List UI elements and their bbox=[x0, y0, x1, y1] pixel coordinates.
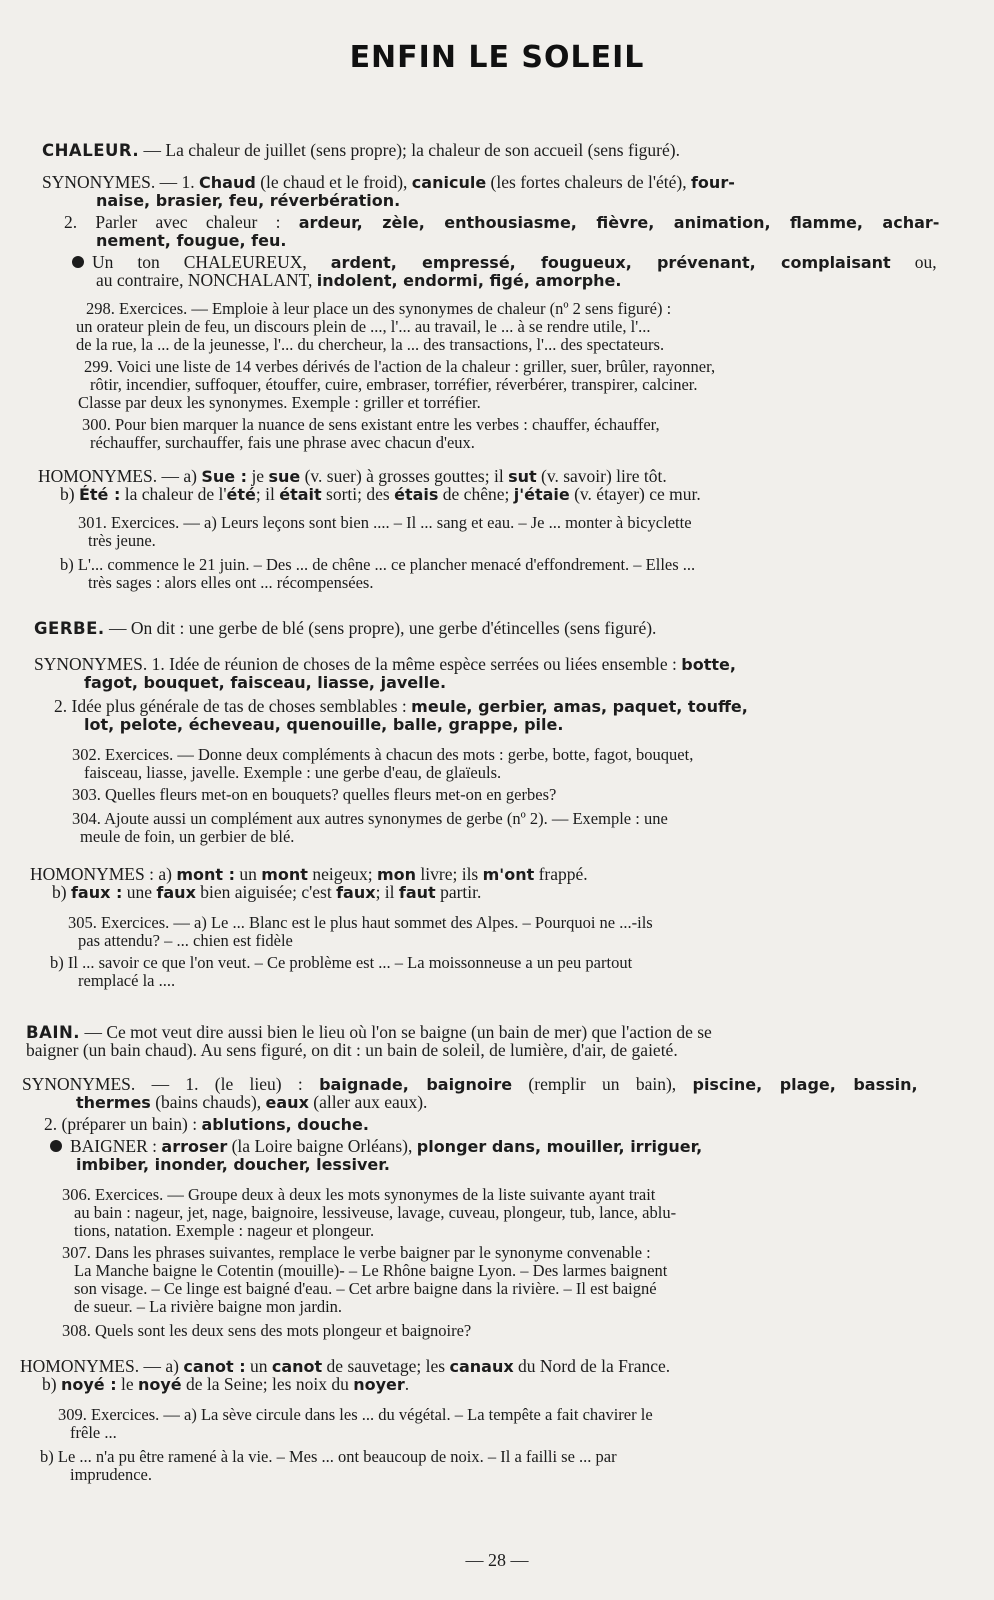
text-line bbox=[88, 530, 156, 551]
text-line bbox=[96, 270, 621, 291]
text-segment: (bains chauds), bbox=[150, 1092, 266, 1112]
text-segment: canot bbox=[271, 1357, 323, 1376]
text-line bbox=[74, 1220, 374, 1241]
text-segment: ardeur, zèle, enthousiasme, fièvre, animation, flamme, achar- bbox=[298, 213, 940, 232]
text-segment: (le chaud et le froid), bbox=[255, 172, 412, 192]
text-segment: un bbox=[235, 864, 262, 884]
text-segment: — On dit : une gerbe de blé (sens propre), une gerbe d'étincelles (sens figuré). bbox=[104, 618, 657, 638]
text-segment: 298. Exercices. — Emploie à leur place un des synonymes de chaleur (nº 2 sens figuré) : bbox=[86, 299, 672, 318]
text-segment: de la Seine; les noix du bbox=[181, 1374, 354, 1394]
text-line bbox=[96, 190, 400, 211]
text-segment: au bain : nageur, jet, nage, baignoire, lessiveuse, lavage, cuveau, plongeur, tub, lance, ablu- bbox=[74, 1203, 677, 1222]
text-line bbox=[80, 826, 294, 847]
text-segment: je bbox=[247, 466, 269, 486]
text-segment: lot, pelote, écheveau, quenouille, balle, grappe, pile. bbox=[84, 715, 564, 734]
text-segment: mont bbox=[261, 865, 308, 884]
page-number: — 28 — bbox=[465, 1550, 529, 1570]
text-line bbox=[42, 140, 680, 161]
text-segment: mont : bbox=[176, 865, 235, 884]
text-segment: piscine, plage, bassin, bbox=[692, 1075, 918, 1094]
text-line bbox=[84, 714, 563, 735]
text-segment: ou, bbox=[890, 252, 937, 272]
text-segment: 306. Exercices. — Groupe deux à deux les mots synonymes de la liste suivante ayant trait bbox=[62, 1185, 656, 1204]
text-segment: faisceau, liasse, javelle. Exemple : une gerbe d'eau, de glaïeuls. bbox=[84, 763, 502, 782]
text-segment: m'ont bbox=[482, 865, 535, 884]
text-line bbox=[52, 882, 481, 903]
text-segment: (les fortes chaleurs de l'été), bbox=[486, 172, 691, 192]
page-title: ENFIN LE SOLEIL bbox=[349, 40, 645, 75]
text-segment: tions, natation. Exemple : nageur et plongeur. bbox=[74, 1221, 375, 1240]
bullet-icon bbox=[72, 256, 84, 268]
text-segment: eaux bbox=[265, 1093, 309, 1112]
text-line bbox=[70, 1422, 117, 1443]
text-segment: de sueur. – La rivière baigne mon jardin. bbox=[74, 1297, 343, 1316]
text-segment: ; il bbox=[255, 484, 280, 504]
text-segment: arroser bbox=[161, 1137, 228, 1156]
text-segment: naise, brasier, feu, réverbération. bbox=[96, 191, 401, 210]
text-segment: étais bbox=[394, 485, 439, 504]
text-segment: meule, gerbier, amas, paquet, touffe, bbox=[411, 697, 748, 716]
text-segment: canicule bbox=[411, 173, 487, 192]
text-segment: noyé : bbox=[60, 1375, 117, 1394]
text-line bbox=[74, 1296, 342, 1317]
text-segment: SYNONYMES. — 1. bbox=[42, 172, 200, 192]
text-segment: indolent, endormi, figé, amorphe. bbox=[316, 271, 622, 290]
text-segment: 2. Parler avec chaleur : bbox=[64, 212, 299, 232]
text-segment: Été : bbox=[78, 485, 121, 504]
text-segment: canaux bbox=[449, 1357, 514, 1376]
text-segment: 304. Ajoute aussi un complément aux autres synonymes de gerbe (nº 2). — Exemple : une bbox=[72, 809, 668, 828]
text-line bbox=[62, 1320, 471, 1341]
text-segment: sorti; des bbox=[321, 484, 395, 504]
text-segment: remplacé la .... bbox=[78, 971, 176, 990]
text-segment: faux : bbox=[70, 883, 123, 902]
bullet-icon bbox=[50, 1140, 62, 1152]
text-segment: imbiber, inonder, doucher, lessiver. bbox=[76, 1155, 390, 1174]
text-segment: de chêne; bbox=[438, 484, 514, 504]
text-segment: neigeux; bbox=[307, 864, 377, 884]
text-segment: frêle ... bbox=[70, 1423, 117, 1442]
text-segment: une bbox=[122, 882, 157, 902]
text-segment: un bbox=[245, 1356, 272, 1376]
text-line bbox=[90, 432, 475, 453]
text-segment: était bbox=[279, 485, 322, 504]
text-segment: le bbox=[116, 1374, 138, 1394]
text-segment: ; il bbox=[375, 882, 399, 902]
text-segment: CHALEUR. bbox=[42, 141, 140, 160]
text-line bbox=[70, 1464, 152, 1485]
text-segment: plonger dans, mouiller, irriguer, bbox=[416, 1137, 703, 1156]
text-segment: faux bbox=[156, 883, 196, 902]
text-segment: La Manche baigne le Cotentin (mouille)- – Le Rhône baigne Lyon. – Des larmes baignent bbox=[74, 1261, 668, 1280]
text-segment: sut bbox=[508, 467, 537, 486]
text-segment: imprudence. bbox=[70, 1465, 153, 1484]
text-segment: 2. Idée plus générale de tas de choses semblables : bbox=[54, 696, 412, 716]
text-segment: b) bbox=[52, 882, 71, 902]
text-segment: 299. Voici une liste de 14 verbes dérivés de l'action de la chaleur : griller, suer, brûler, rayonner, bbox=[84, 357, 716, 376]
text-segment: 302. Exercices. — Donne deux compléments à chacun des mots : gerbe, botte, fagot, bouquet, bbox=[72, 745, 694, 764]
text-line bbox=[42, 1374, 409, 1395]
text-segment: ablutions, douche. bbox=[201, 1115, 369, 1134]
text-segment: Sue : bbox=[201, 467, 248, 486]
text-segment: 305. Exercices. — a) Le ... Blanc est le plus haut sommet des Alpes. – Pourquoi ne ...-ils bbox=[68, 913, 653, 932]
text-segment: du Nord de la France. bbox=[513, 1356, 671, 1376]
text-segment: 301. Exercices. — a) Leurs leçons sont bien .... – Il ... sang et eau. – Je ... monter à bicyclette bbox=[78, 513, 692, 532]
text-segment: . bbox=[404, 1374, 410, 1394]
text-segment: (remplir un bain), bbox=[512, 1074, 693, 1094]
text-segment: nement, fougue, feu. bbox=[96, 231, 287, 250]
text-line bbox=[44, 1114, 369, 1135]
text-segment: de sauvetage; les bbox=[322, 1356, 450, 1376]
text-segment: HOMONYMES : a) bbox=[30, 864, 177, 884]
text-segment: SYNONYMES. 1. Idée de réunion de choses de la même espèce serrées ou liées ensemble : bbox=[34, 654, 682, 674]
text-segment: (v. étayer) ce mur. bbox=[569, 484, 701, 504]
text-line bbox=[88, 572, 373, 593]
text-line bbox=[78, 392, 481, 413]
text-segment: BAIGNER : bbox=[70, 1136, 162, 1156]
text-segment: livre; ils bbox=[416, 864, 483, 884]
text-segment: 309. Exercices. — a) La sève circule dans les ... du végétal. – La tempête a fait chavirer le bbox=[58, 1405, 653, 1424]
text-line bbox=[78, 970, 175, 991]
text-segment: fagot, bouquet, faisceau, liasse, javelle. bbox=[84, 673, 447, 692]
text-segment: bien aiguisée; c'est bbox=[195, 882, 337, 902]
text-segment: ardent, empressé, fougueux, prévenant, complaisant bbox=[330, 253, 891, 272]
text-segment: mon bbox=[376, 865, 417, 884]
text-line bbox=[78, 512, 692, 533]
text-line bbox=[60, 484, 701, 505]
text-segment: son visage. – Ce linge est baigné d'eau. – Cet arbre baigne dans la rivière. – Il est baigné bbox=[74, 1279, 657, 1298]
text-line bbox=[84, 672, 446, 693]
text-line bbox=[76, 1154, 390, 1175]
text-segment: rôtir, incendier, suffoquer, étouffer, cuire, embraser, torréfier, réverbérer, transpirer, calciner. bbox=[90, 375, 698, 394]
text-segment: b) L'... commence le 21 juin. – Des ... de chêne ... ce plancher menacé d'effondrement. – Elles ... bbox=[60, 555, 696, 574]
text-segment: BAIN. bbox=[26, 1023, 81, 1042]
text-segment: — La chaleur de juillet (sens propre); la chaleur de son accueil (sens figuré). bbox=[139, 140, 680, 160]
text-segment: j'étaie bbox=[513, 485, 570, 504]
text-segment: thermes bbox=[76, 1093, 151, 1112]
text-segment: (la Loire baigne Orléans), bbox=[227, 1136, 417, 1156]
text-segment: Un ton CHALEUREUX, bbox=[92, 252, 331, 272]
text-segment: 307. Dans les phrases suivantes, remplace le verbe baigner par le synonyme convenable : bbox=[62, 1243, 651, 1262]
text-segment: meule de foin, un gerbier de blé. bbox=[80, 827, 295, 846]
text-line bbox=[76, 1092, 427, 1113]
text-segment: la chaleur de l' bbox=[120, 484, 227, 504]
text-segment: four- bbox=[690, 173, 735, 192]
text-line bbox=[76, 334, 664, 355]
text-segment: — Ce mot veut dire aussi bien le lieu où l'on se baigne (un bain de mer) que l'action de se bbox=[80, 1022, 712, 1042]
text-segment: faux bbox=[336, 883, 376, 902]
text-segment: GERBE. bbox=[34, 619, 105, 638]
text-segment: été bbox=[226, 485, 256, 504]
text-segment: 308. Quels sont les deux sens des mots plongeur et baignoire? bbox=[62, 1321, 472, 1340]
text-segment: b) Il ... savoir ce que l'on veut. – Ce problème est ... – La moissonneuse a un peu partout bbox=[50, 953, 633, 972]
text-line bbox=[78, 930, 293, 951]
text-segment: pas attendu? – ... chien est fidèle bbox=[78, 931, 293, 950]
text-segment: 300. Pour bien marquer la nuance de sens existant entre les verbes : chauffer, échauffer, bbox=[82, 415, 660, 434]
text-segment: (v. savoir) lire tôt. bbox=[536, 466, 667, 486]
text-segment: de la rue, la ... de la jeunesse, l'... du chercheur, la ... des transactions, l'... des spectateurs. bbox=[76, 335, 665, 354]
text-segment: 303. Quelles fleurs met-on en bouquets? quelles fleurs met-on en gerbes? bbox=[72, 785, 557, 804]
text-segment: très jeune. bbox=[88, 531, 156, 550]
text-segment: baignade, baignoire bbox=[319, 1075, 513, 1094]
text-segment: (aller aux eaux). bbox=[308, 1092, 428, 1112]
text-line bbox=[58, 1404, 653, 1425]
text-line bbox=[72, 784, 556, 805]
text-segment: canot : bbox=[183, 1357, 246, 1376]
text-segment: SYNONYMES. — 1. (le lieu) : bbox=[22, 1074, 320, 1094]
text-segment: b) bbox=[42, 1374, 61, 1394]
text-segment: un orateur plein de feu, un discours plein de ..., l'... au travail, le ... à se rendre utile, l'... bbox=[76, 317, 651, 336]
text-line bbox=[84, 762, 501, 783]
text-segment: faut bbox=[398, 883, 436, 902]
text-segment: b) Le ... n'a pu être ramené à la vie. – Mes ... ont beaucoup de noix. – Il a failli se ... par bbox=[40, 1447, 617, 1466]
text-line bbox=[34, 618, 656, 639]
text-segment: baigner (un bain chaud). Au sens figuré, on dit : un bain de soleil, de lumière, d'air, de gaieté. bbox=[26, 1040, 678, 1060]
text-segment: b) bbox=[60, 484, 79, 504]
text-segment: (v. suer) à grosses gouttes; il bbox=[300, 466, 509, 486]
text-segment: HOMONYMES. — a) bbox=[38, 466, 202, 486]
text-segment: noyer bbox=[353, 1375, 405, 1394]
text-segment: Classe par deux les synonymes. Exemple : griller et torréfier. bbox=[78, 393, 481, 412]
text-segment: au contraire, NONCHALANT, bbox=[96, 270, 317, 290]
text-line bbox=[26, 1040, 678, 1060]
text-segment: botte, bbox=[681, 655, 736, 674]
text-segment: réchauffer, surchauffer, fais une phrase avec chacun d'eux. bbox=[90, 433, 475, 452]
text-segment: HOMONYMES. — a) bbox=[20, 1356, 184, 1376]
text-segment: très sages : alors elles ont ... récompensées. bbox=[88, 573, 374, 592]
text-segment: Chaud bbox=[199, 173, 256, 192]
text-segment: sue bbox=[268, 467, 301, 486]
text-segment: noyé bbox=[137, 1375, 182, 1394]
text-segment: frappé. bbox=[534, 864, 588, 884]
text-segment: 2. (préparer un bain) : bbox=[44, 1114, 202, 1134]
text-line bbox=[96, 230, 286, 251]
text-segment: partir. bbox=[435, 882, 482, 902]
